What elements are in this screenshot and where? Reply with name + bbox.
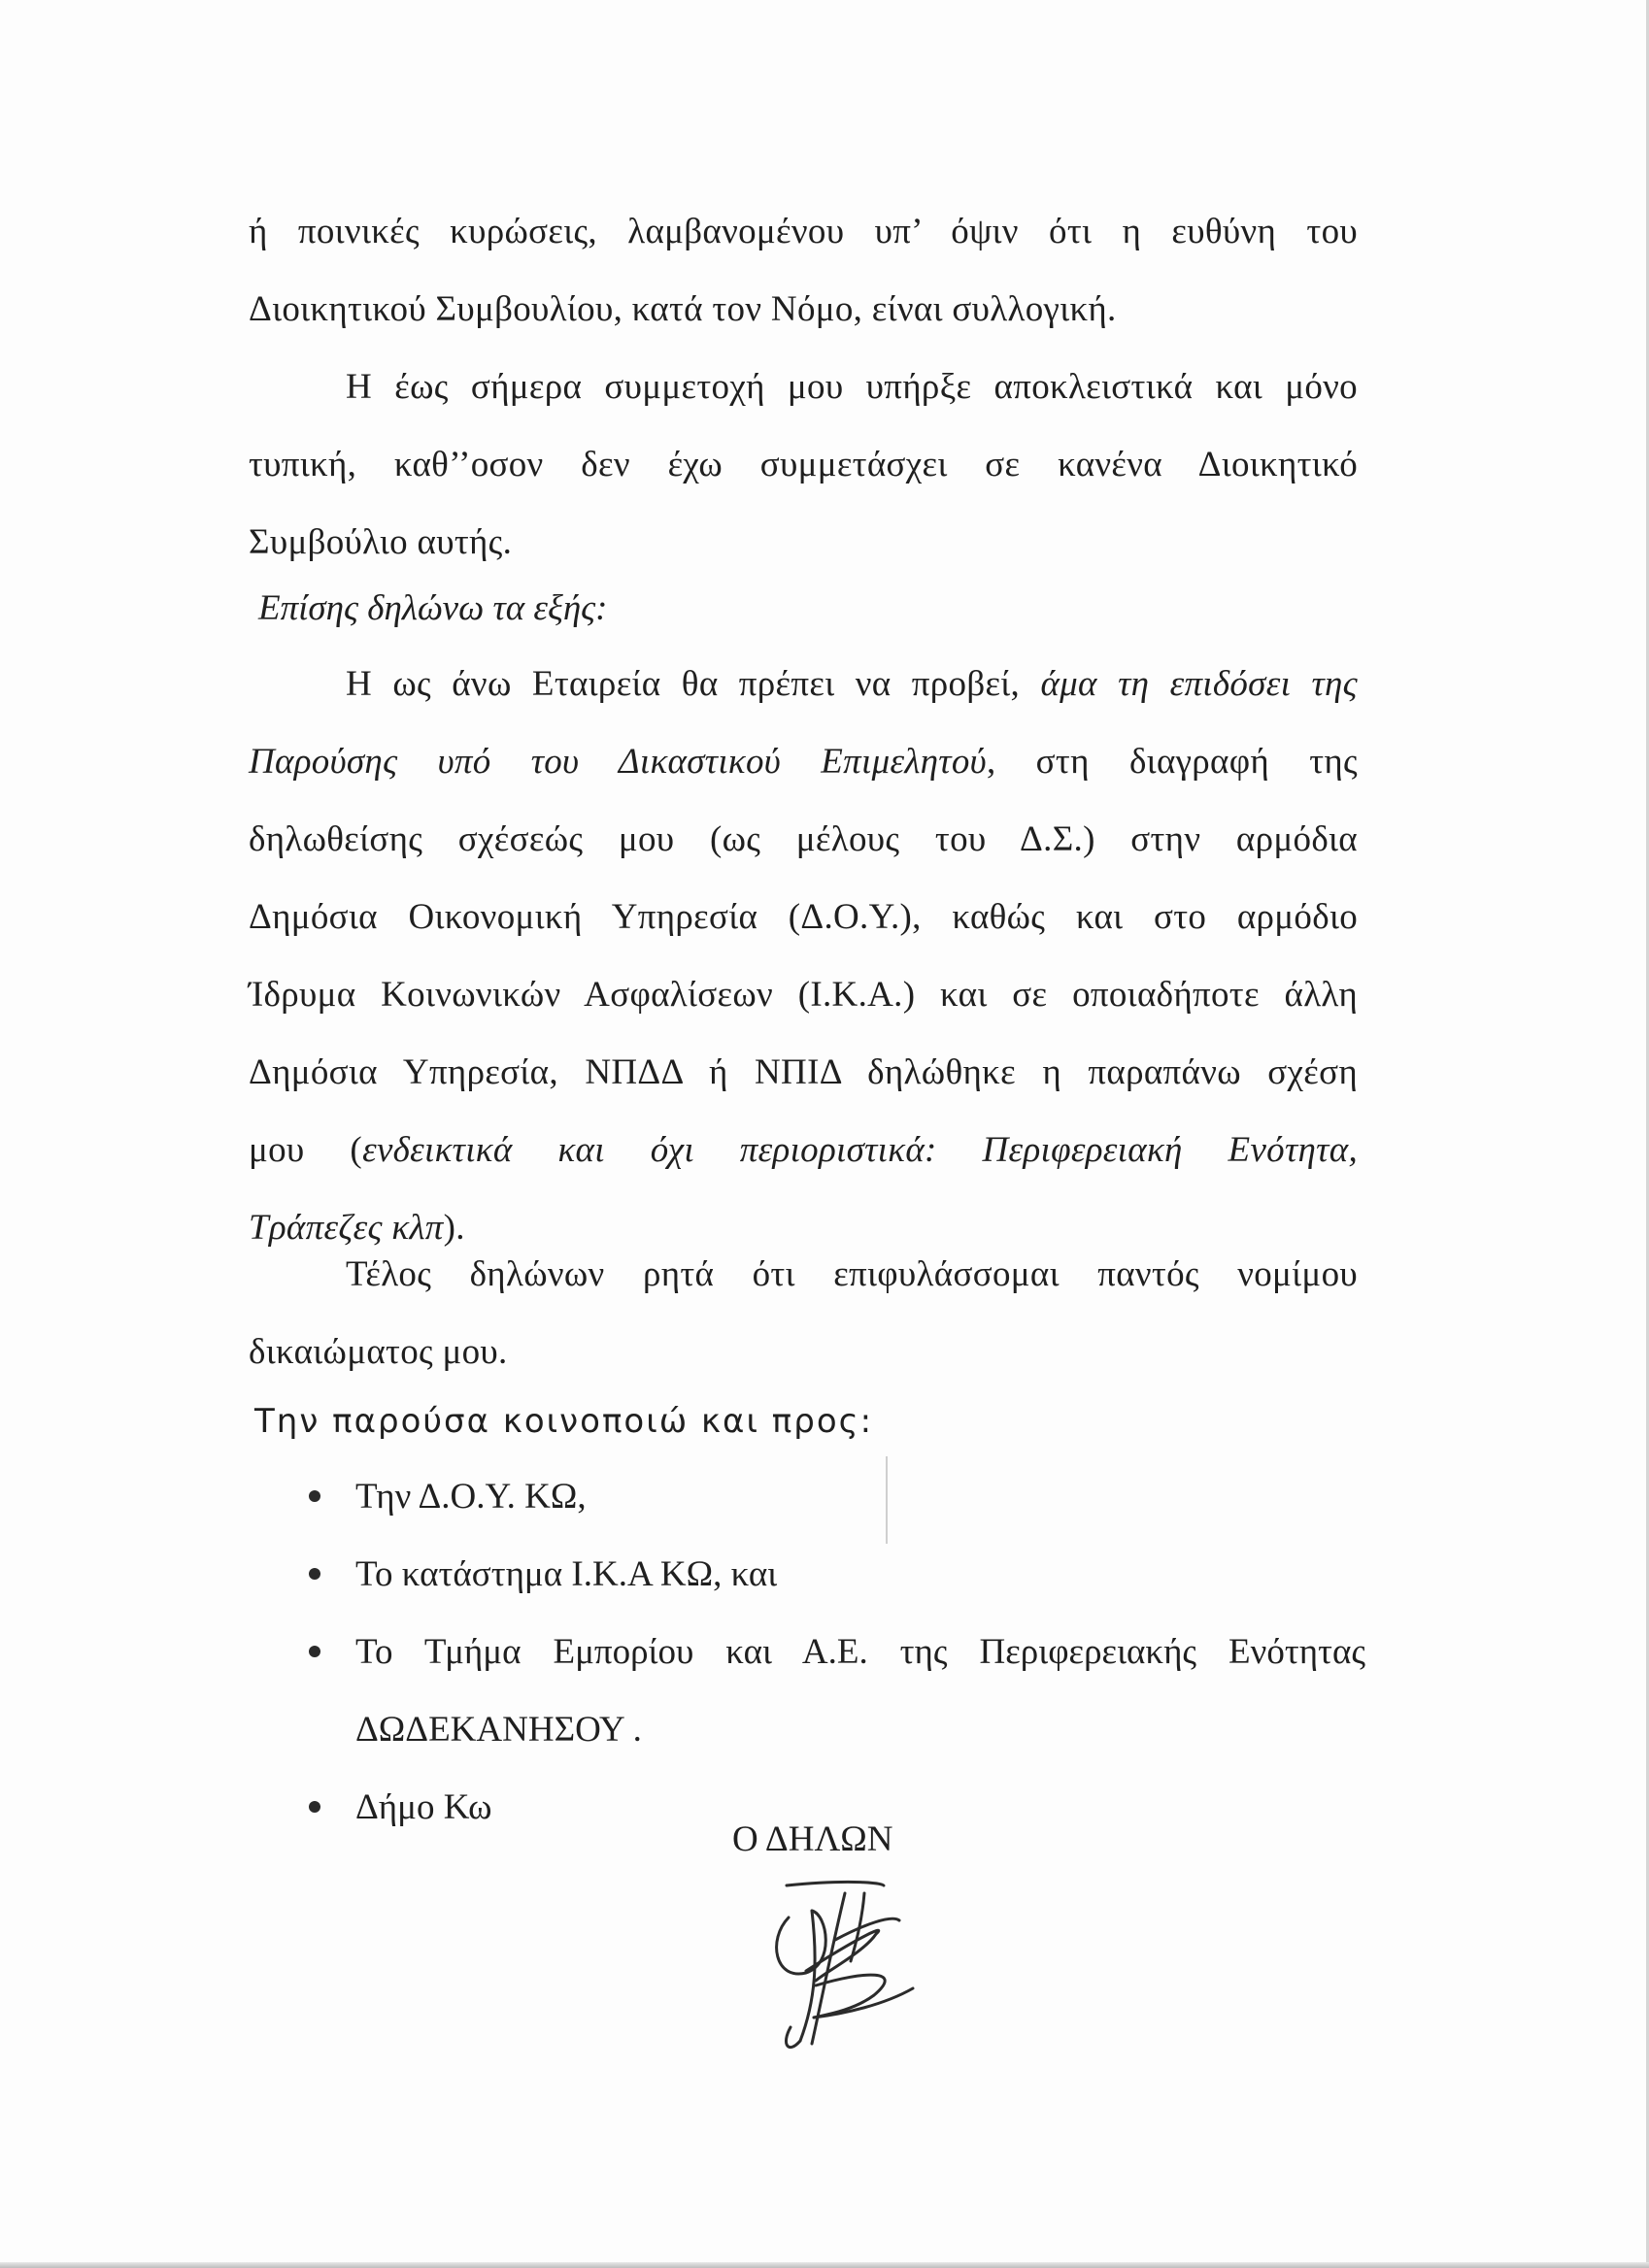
text-line: Ίδρυμα Κοινωνικών Ασφαλίσεων (Ι.Κ.Α.) και σε οποιαδήποτε άλλη bbox=[249, 975, 1358, 1015]
scan-edge bbox=[0, 2262, 1649, 2268]
paragraph-reservation bbox=[249, 1236, 1358, 1391]
signature-label: Ο ΔΗΛΩΝ bbox=[732, 1819, 893, 1859]
text-line: τυπική, καθ’’οσον δεν έχω συμμετάσχει σε κανένα Διοικητικό bbox=[249, 445, 1358, 484]
declare-label: Επίσης δηλώνω τα εξής: bbox=[258, 588, 608, 628]
text-run: , στη διαγραφή της bbox=[986, 742, 1358, 782]
scan-artifact bbox=[886, 1456, 888, 1544]
bullet-icon bbox=[309, 1801, 320, 1813]
signature-block bbox=[719, 1816, 1010, 2068]
text-run: Η ως άνω Εταιρεία θα πρέπει να προβεί, bbox=[346, 664, 1041, 704]
list-item bbox=[249, 1458, 1365, 1536]
text-line bbox=[249, 646, 1358, 723]
text-line: Η έως σήμερα συμμετοχή μου υπήρξε αποκλειστικά και μόνο bbox=[346, 367, 1358, 407]
emphasis-text: Παρούσης υπό του Δικαστικού Επιμελητού bbox=[249, 742, 987, 782]
text-line: Τέλος δηλώνων ρητά ότι επιφυλάσσομαι παντός νομίμου bbox=[346, 1254, 1358, 1294]
text-line: Δημόσια Υπηρεσία, ΝΠΔΔ ή ΝΠΙΔ δηλώθηκε η παραπάνω σχέση bbox=[249, 1052, 1358, 1092]
list-item-text: Το Τμήμα Εμπορίου και Α.Ε. της Περιφερειακής Ενότητας bbox=[355, 1632, 1365, 1672]
list-item-text: Την Δ.Ο.Υ. ΚΩ, bbox=[355, 1477, 587, 1517]
text-run: μου ( bbox=[249, 1130, 363, 1170]
text-line bbox=[249, 1112, 1358, 1189]
emphasis-text: Τράπεζες κλπ bbox=[249, 1208, 444, 1248]
emphasis-text: άμα τη επιδόσει της bbox=[1040, 664, 1358, 704]
text-line: Διοικητικού Συμβουλίου, κατά τον Νόμο, είναι συλλογική. bbox=[249, 289, 1117, 329]
list-item bbox=[249, 1536, 1365, 1614]
list-item-text: ΔΩΔΕΚΑΝΗΣΟΥ . bbox=[355, 1710, 642, 1750]
text-line: Συμβούλιο αυτής. bbox=[249, 522, 513, 562]
paragraph-continuation bbox=[249, 193, 1358, 349]
paragraph-request bbox=[249, 646, 1358, 1267]
list-item-text: Δήμο Κω bbox=[355, 1787, 492, 1827]
bullet-icon bbox=[309, 1490, 320, 1502]
bullet-icon bbox=[309, 1568, 320, 1580]
text-line: δηλωθείσης σχέσεώς μου (ως μέλους του Δ.Σ.) στην αρμόδια bbox=[249, 819, 1358, 859]
text-line: Δημόσια Οικονομική Υπηρεσία (Δ.Ο.Υ.), καθώς και στο αρμόδιο bbox=[249, 897, 1358, 937]
list-item bbox=[249, 1614, 1365, 1769]
cc-list bbox=[249, 1458, 1365, 1847]
list-item-text: Το κατάστημα Ι.Κ.Α ΚΩ, και bbox=[355, 1554, 778, 1594]
cc-intro: Την παρούσα κοινοποιώ και προς: bbox=[254, 1402, 874, 1441]
bullet-icon bbox=[309, 1646, 320, 1657]
text-run: ). bbox=[443, 1208, 465, 1248]
text-line: δικαιώματος μου. bbox=[249, 1332, 508, 1372]
handwritten-signature bbox=[719, 1825, 1010, 2068]
emphasis-text: ενδεικτικά και όχι περιοριστικά: Περιφερειακή Ενότητα, bbox=[362, 1130, 1358, 1170]
text-line: ή ποινικές κυρώσεις, λαμβανομένου υπ’ όψιν ότι η ευθύνη του bbox=[249, 212, 1358, 251]
cc-intro-block bbox=[249, 1383, 1358, 1460]
text-line bbox=[249, 723, 1358, 801]
paragraph-participation bbox=[249, 349, 1358, 582]
declaration-heading bbox=[249, 570, 1358, 648]
